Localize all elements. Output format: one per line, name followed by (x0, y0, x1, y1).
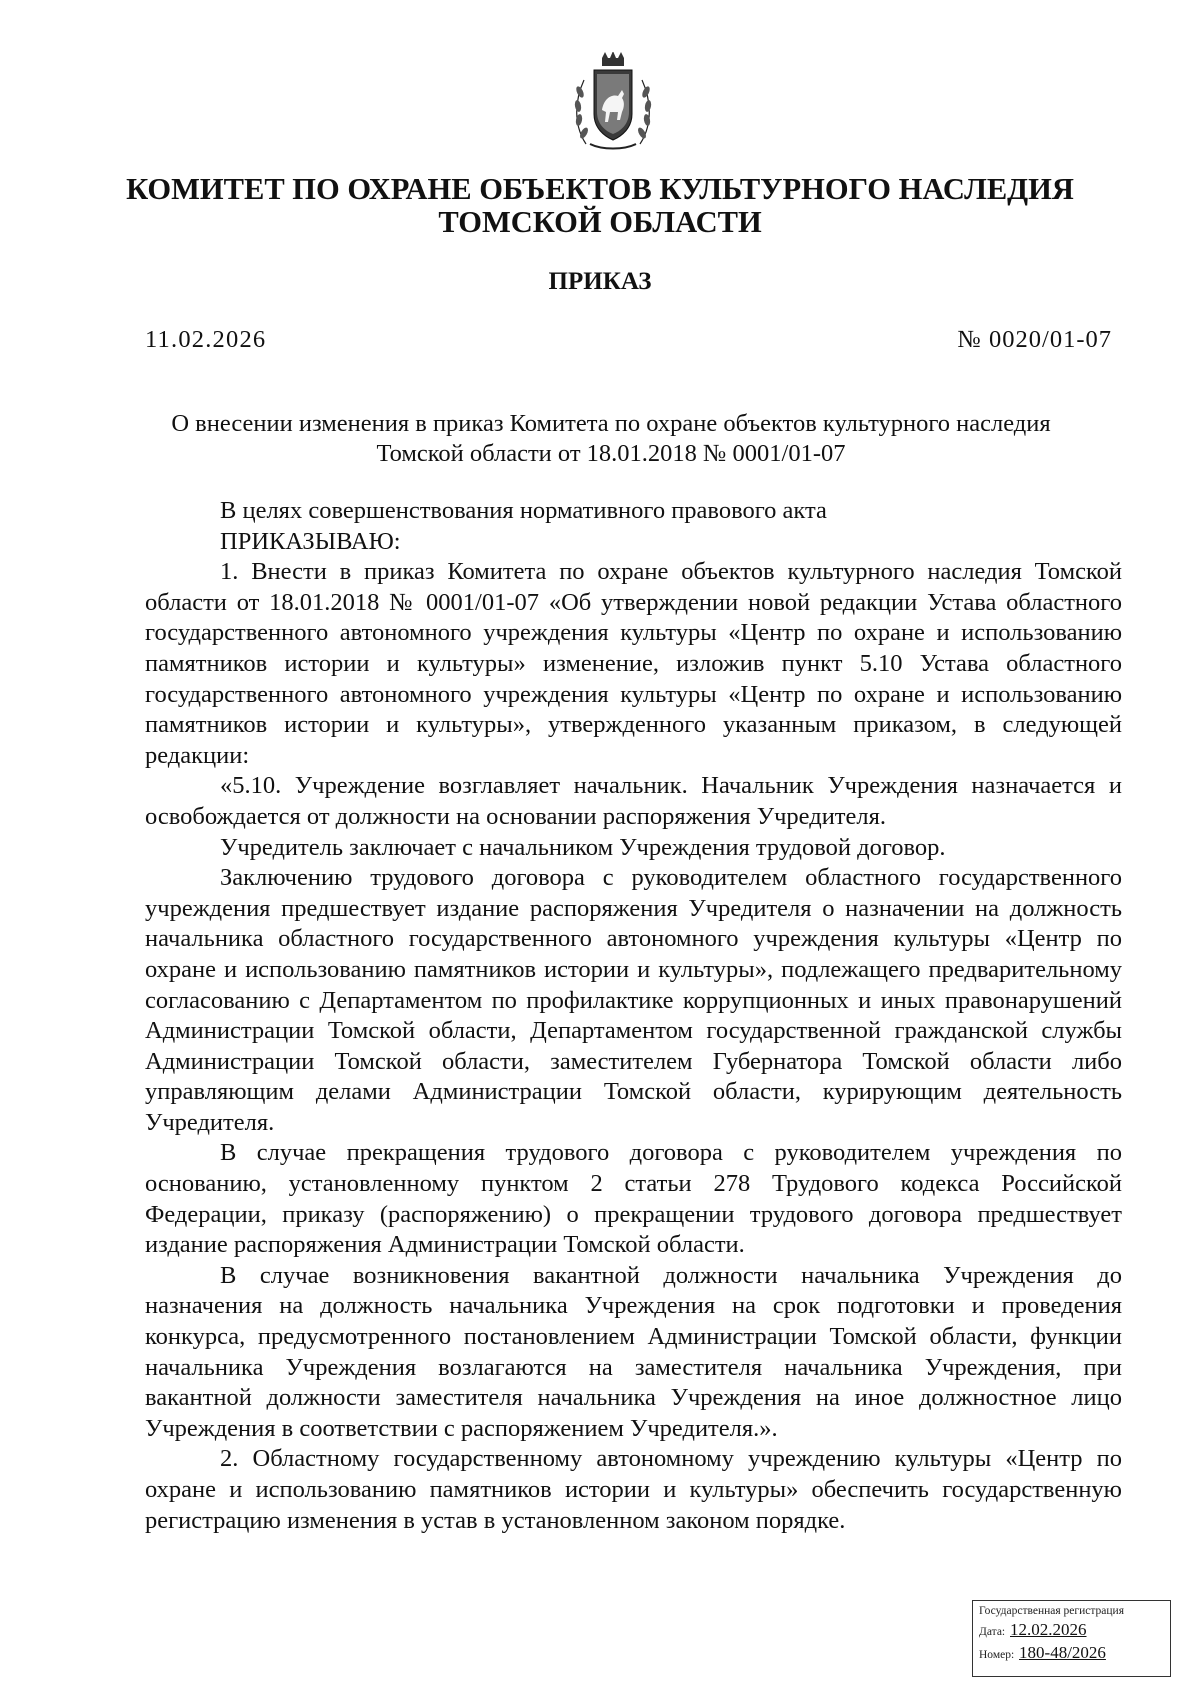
paragraph-purpose: В целях совершенствования нормативного правового акта (220, 497, 827, 524)
subject-line1: О внесении изменения в приказ Комитета по охране объектов культурного наследия (171, 410, 1051, 437)
organization-title-line2: ТОМСКОЙ ОБЛАСТИ (438, 205, 762, 239)
paragraph-contract-approval: Заключению трудового договора с руководителем областного государственного учреждения предшествует издание распоряжения Учредителя о назначении на должность начальника областного государственного автономного учреждения культуры «Центр по охране и использованию памятников истории и культуры», подлежащего предварительному согласованию с Департаментом по профилактике коррупционных и иных правонарушений Администрации Томской области, Департаментом государственной гражданской службы Администрации Томской области, заместителем Губернатора Томской области либо управляющим делами Администрации Томской области, курирующим деятельность Учредителя. (145, 864, 1122, 1136)
paragraph-contract-termination: В случае прекращения трудового договора с руководителем учреждения по основанию, установленному пунктом 2 статьи 278 Трудового кодекса Российской Федерации, приказу (распоряжению) о прекращении трудового договора предшествует издание распоряжения Администрации Томской области. (145, 1139, 1122, 1259)
document-subject (130, 409, 1092, 469)
subject-line2: Томской области от 18.01.2018 № 0001/01-07 (376, 440, 846, 467)
document-number: № 0020/01-07 (957, 326, 1112, 353)
stamp-number-label: Номер: (979, 1649, 1015, 1661)
paragraph-order-word: ПРИКАЗЫВАЮ: (220, 527, 401, 555)
paragraph-clause-5-10: «5.10. Учреждение возглавляет начальник. Начальник Учреждения назначается и освобождается от должности на основании распоряжения Учредителя. (145, 772, 1122, 830)
stamp-date-value: 12.02.2026 (1010, 1620, 1087, 1639)
stamp-date-row (979, 1619, 1164, 1643)
paragraph-item-1: 1. Внести в приказ Комитета по охране объектов культурного наследия Томской области от 18.01.2018 № 0001/01-07 «Об утверждении новой редакции Устава областного государственного автономного учреждения культуры «Центр по охране и использованию памятников истории и культуры» изменение, изложив пункт 5.10 Устава областного государственного автономного учреждения культуры «Центр по охране и использованию памятников истории и культуры», утвержденного указанным приказом, в следующей редакции: (145, 558, 1122, 769)
organization-title (0, 173, 1200, 239)
document-date: 11.02.2026 (145, 326, 267, 353)
registration-stamp (972, 1600, 1171, 1677)
stamp-date-label: Дата: (979, 1626, 1006, 1638)
stamp-number-row (979, 1643, 1164, 1665)
document-body (145, 496, 1122, 1536)
paragraph-item-2: 2. Областному государственному автономному учреждению культуры «Центр по охране и использованию памятников истории и культуры» обеспечить государственную регистрацию изменения в устав в установленном законом порядке. (145, 1445, 1122, 1534)
coat-of-arms-icon (572, 52, 654, 154)
document-type: ПРИКАЗ (548, 268, 652, 295)
stamp-number-value: 180-48/2026 (1019, 1643, 1106, 1662)
stamp-title: Государственная регистрация (979, 1605, 1124, 1617)
paragraph-vacancy: В случае возникновения вакантной должности начальника Учреждения до назначения на должность начальника Учреждения на срок подготовки и проведения конкурса, предусмотренного постановлением Администрации Томской области, функции начальника Учреждения возлагаются на заместителя начальника Учреждения, при вакантной должности заместителя начальника Учреждения на иное должностное лицо Учреждения в соответствии с распоряжением Учредителя.». (145, 1261, 1122, 1442)
paragraph-founder-contract: Учредитель заключает с начальником Учреждения трудовой договор. (220, 833, 946, 861)
organization-title-line1: КОМИТЕТ ПО ОХРАНЕ ОБЪЕКТОВ КУЛЬТУРНОГО НАСЛЕДИЯ (126, 172, 1074, 206)
